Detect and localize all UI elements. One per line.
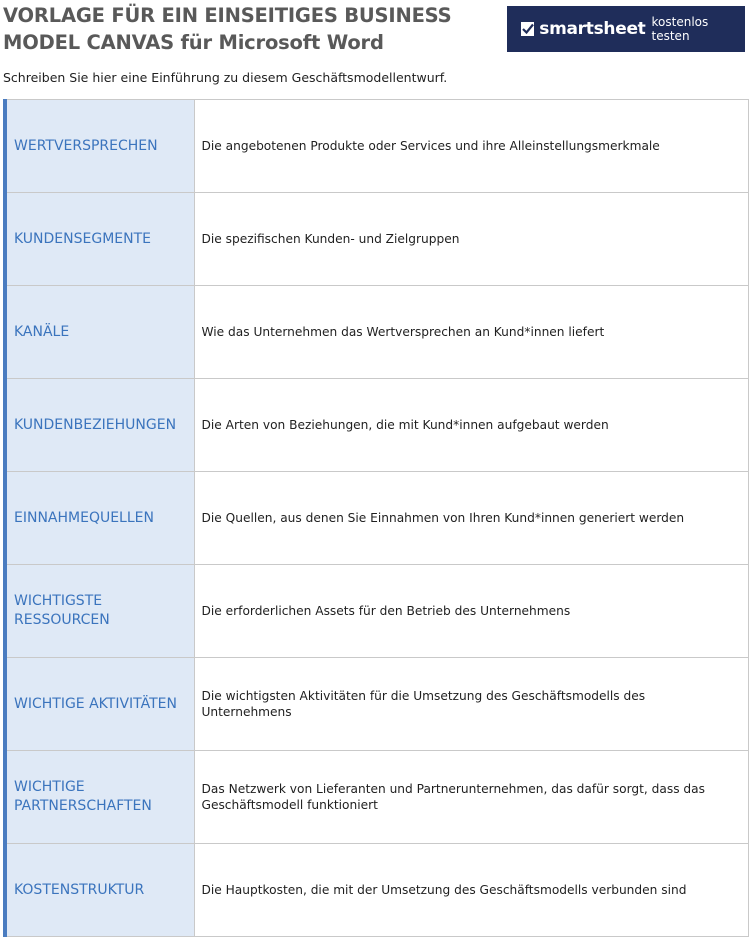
row-description[interactable]: Wie das Unternehmen das Wertversprechen an Kund*innen liefert bbox=[194, 286, 749, 379]
table-row bbox=[5, 100, 749, 193]
smartsheet-banner-button[interactable] bbox=[507, 6, 745, 52]
table-row bbox=[5, 658, 749, 751]
smartsheet-check-icon bbox=[521, 22, 534, 36]
table-row bbox=[5, 565, 749, 658]
table-row bbox=[5, 472, 749, 565]
page-title-line-2: MODEL CANVAS für Microsoft Word bbox=[3, 31, 384, 54]
row-label: WICHTIGE AKTIVITÄTEN bbox=[5, 658, 194, 751]
row-label: KUNDENBEZIEHUNGEN bbox=[5, 379, 194, 472]
row-label: KANÄLE bbox=[5, 286, 194, 379]
table-row bbox=[5, 379, 749, 472]
row-label: WICHTIGSTE RESSOURCEN bbox=[5, 565, 194, 658]
page-title-line-1: VORLAGE FÜR EIN EINSEITIGES BUSINESS bbox=[3, 4, 452, 27]
row-description[interactable]: Die Hauptkosten, die mit der Umsetzung des Geschäftsmodells verbunden sind bbox=[194, 844, 749, 937]
row-description[interactable]: Das Netzwerk von Lieferanten und Partnerunternehmen, das dafür sorgt, dass das Geschäftsmodell funktioniert bbox=[194, 751, 749, 844]
intro-text: Schreiben Sie hier eine Einführung zu diesem Geschäftsmodellentwurf. bbox=[3, 70, 448, 85]
row-description[interactable]: Die Arten von Beziehungen, die mit Kund*innen aufgebaut werden bbox=[194, 379, 749, 472]
row-description[interactable]: Die angebotenen Produkte oder Services und ihre Alleinstellungsmerkmale bbox=[194, 100, 749, 193]
row-label: KUNDENSEGMENTE bbox=[5, 193, 194, 286]
table-row bbox=[5, 844, 749, 937]
row-description[interactable]: Die erforderlichen Assets für den Betrieb des Unternehmens bbox=[194, 565, 749, 658]
row-description[interactable]: Die spezifischen Kunden- und Zielgruppen bbox=[194, 193, 749, 286]
row-label: EINNAHMEQUELLEN bbox=[5, 472, 194, 565]
row-label: WICHTIGE PARTNERSCHAFTEN bbox=[5, 751, 194, 844]
table-row bbox=[5, 286, 749, 379]
row-description[interactable]: Die Quellen, aus denen Sie Einnahmen von Ihren Kund*innen generiert werden bbox=[194, 472, 749, 565]
table-row bbox=[5, 751, 749, 844]
row-label: KOSTENSTRUKTUR bbox=[5, 844, 194, 937]
table-row bbox=[5, 193, 749, 286]
business-model-canvas-table bbox=[3, 99, 749, 937]
page-title bbox=[3, 2, 493, 56]
banner-brand: smartsheet bbox=[539, 19, 646, 39]
row-description[interactable]: Die wichtigsten Aktivitäten für die Umsetzung des Geschäftsmodells des Unternehmens bbox=[194, 658, 749, 751]
row-label: WERTVERSPRECHEN bbox=[5, 100, 194, 193]
banner-cta: kostenlos testen bbox=[651, 15, 709, 43]
